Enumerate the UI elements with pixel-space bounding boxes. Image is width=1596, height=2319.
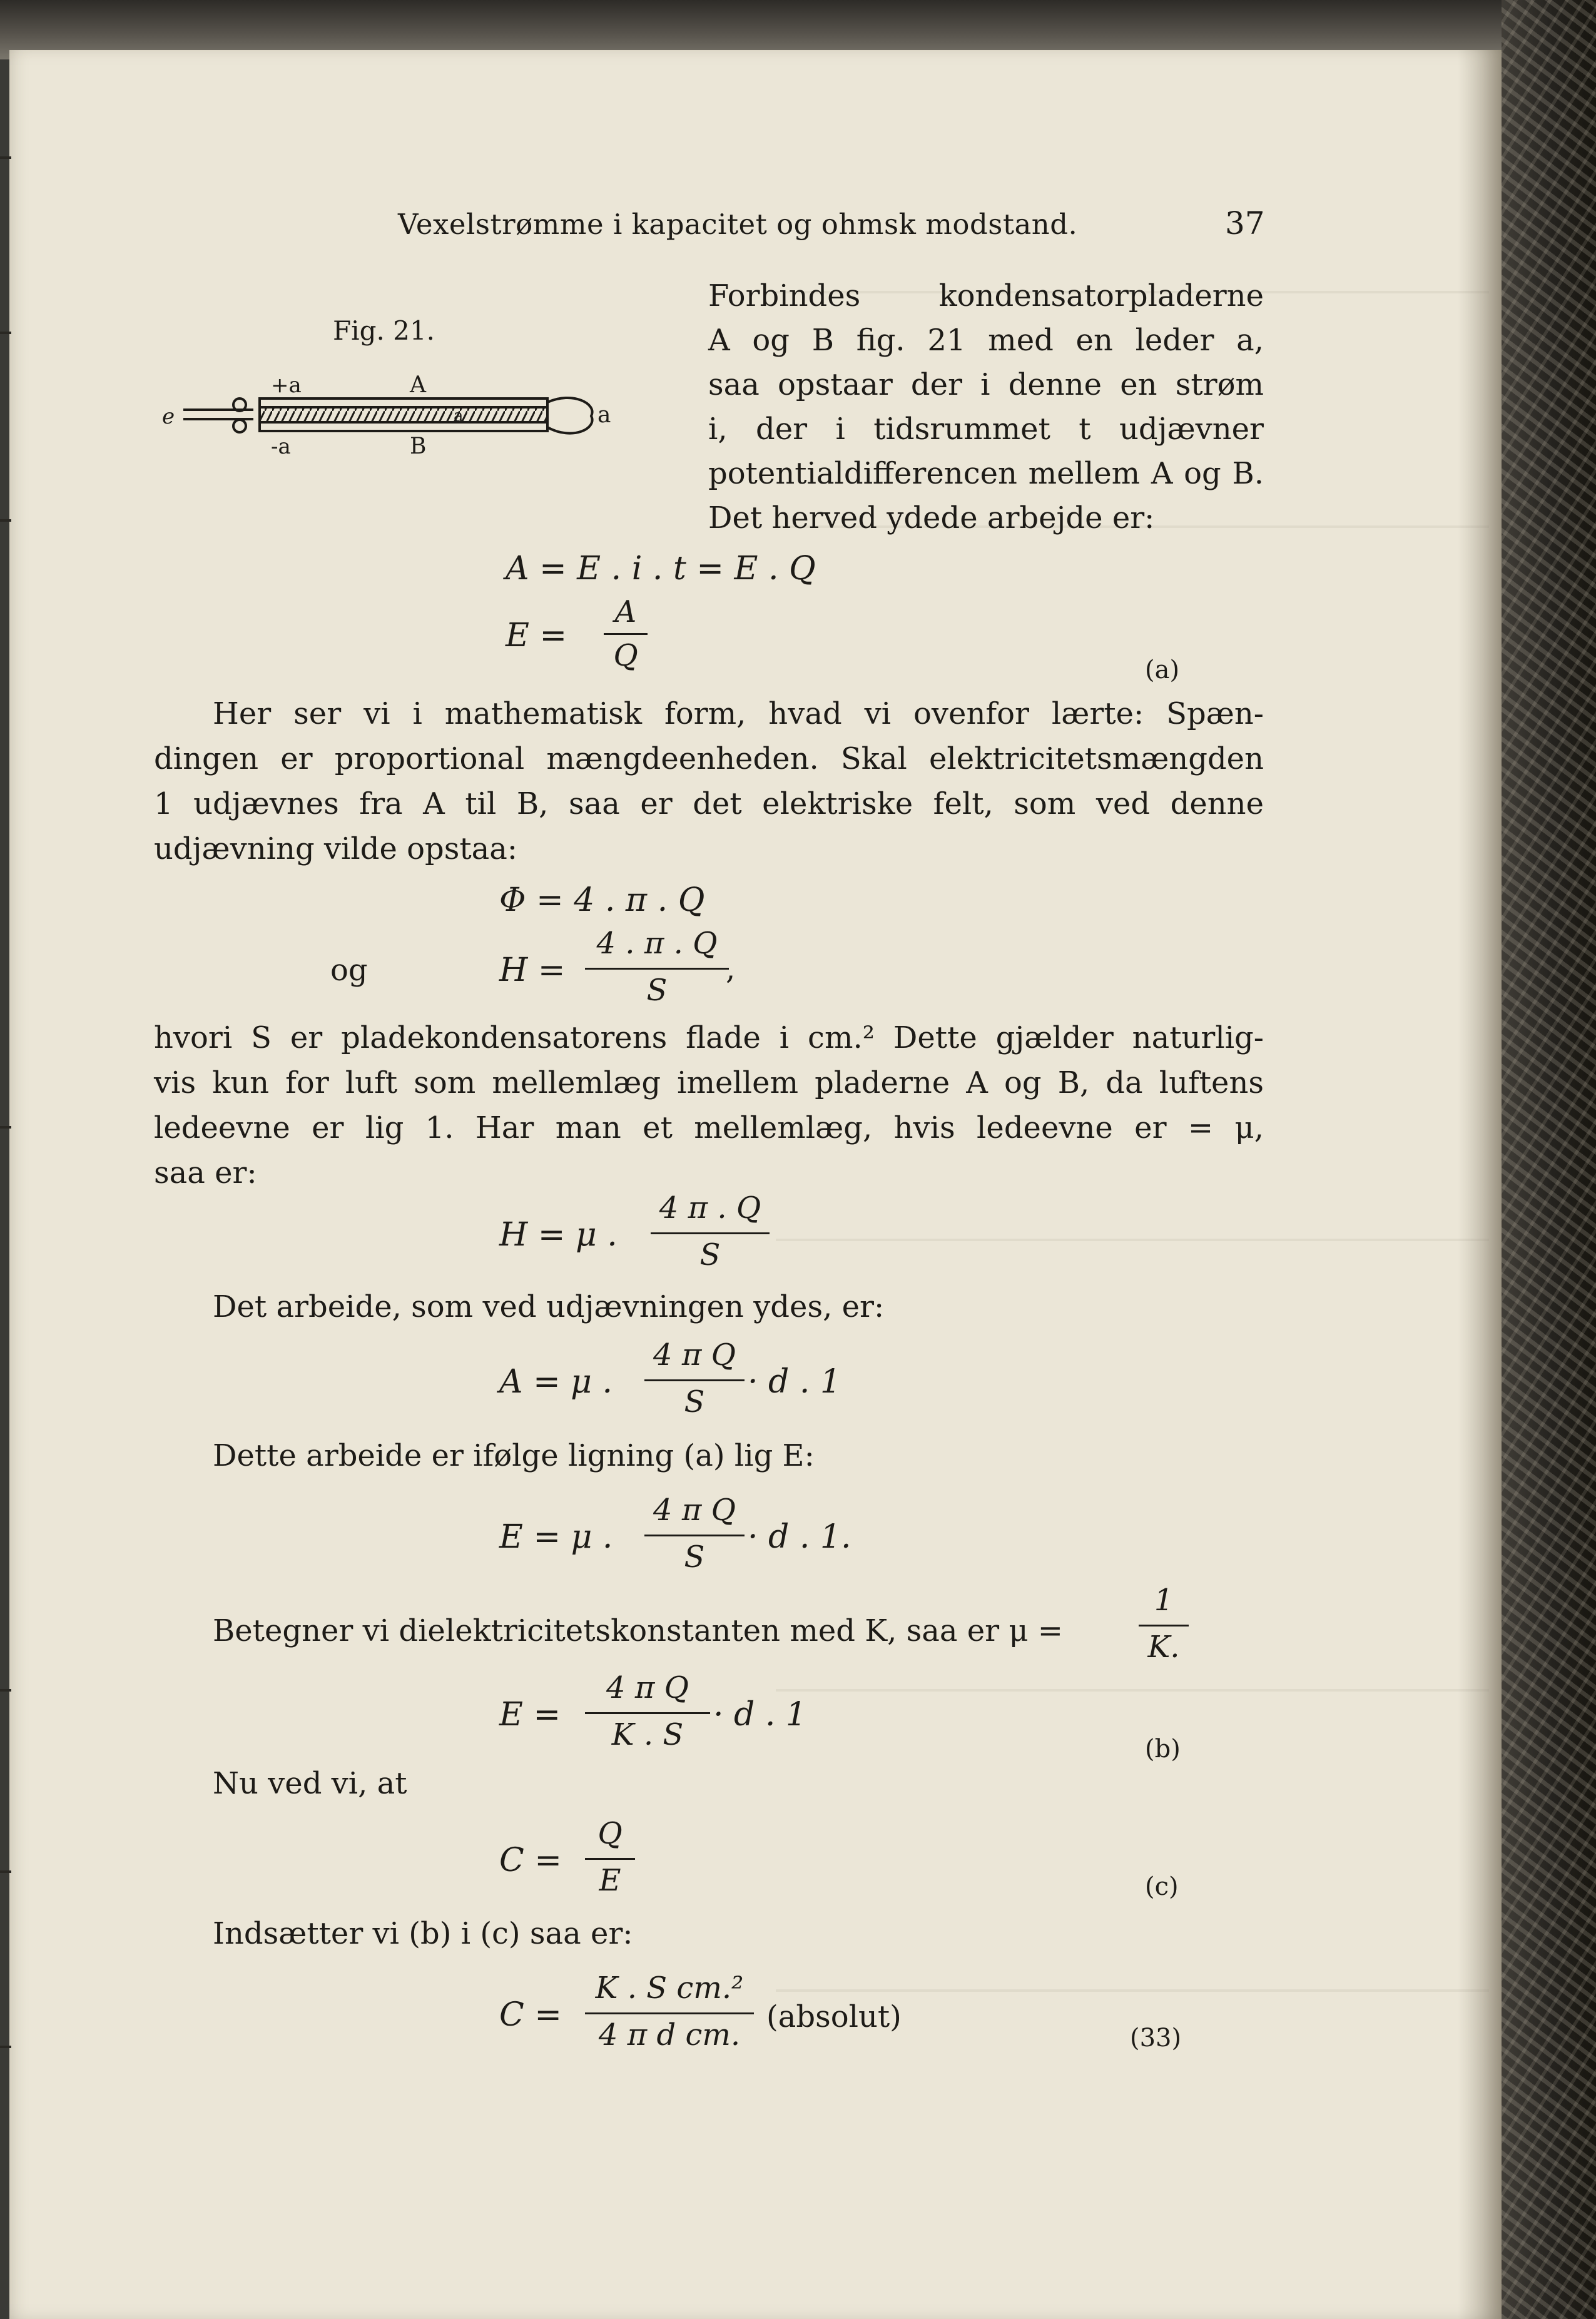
fraction-numerator: Q xyxy=(597,1816,623,1851)
equation-lhs: A = μ . xyxy=(499,1363,613,1401)
equation-label: (b) xyxy=(1145,1735,1181,1763)
fraction-numerator: K . S cm.² xyxy=(595,1971,744,2006)
capacitor-figure xyxy=(160,366,629,466)
label-A: A xyxy=(410,372,426,398)
equation-trail: · d . 1 xyxy=(748,1363,841,1401)
label-minus-a: -a xyxy=(271,434,291,459)
label-a-right: a xyxy=(597,402,611,428)
equation-lhs: E = μ . xyxy=(499,1518,613,1556)
margin-tick xyxy=(0,1870,11,1873)
margin-tick xyxy=(0,2046,11,2048)
text-line: potentialdifferencen mellem A og B. xyxy=(708,456,1264,491)
text-line: 1 udjævnes fra A til B, saa er det elektriske felt, som ved denne xyxy=(154,786,1264,821)
text-line: Indsætter vi (b) i (c) saa er: xyxy=(213,1916,633,1951)
text-line: Dette arbeide er ifølge ligning (a) lig E: xyxy=(213,1438,815,1473)
fraction-numerator: 4 π Q xyxy=(653,1337,736,1373)
label-a-inner: a xyxy=(454,407,464,425)
equation-trail: (absolut) xyxy=(766,1999,902,2034)
fraction-denominator: K. xyxy=(1147,1630,1180,1665)
page-number: 37 xyxy=(1225,205,1265,241)
label-e: e xyxy=(162,404,175,429)
text-line: hvori S er pladekondensatorens flade i cm.² Dette gjælder naturlig- xyxy=(154,1020,1264,1055)
text-line: Forbindes kondensatorpladerne xyxy=(708,278,1264,313)
plate-A xyxy=(260,398,547,407)
label-plus-a: +a xyxy=(271,373,302,398)
fraction-denominator: 4 π d cm. xyxy=(598,2017,741,2053)
connecting-lead-a xyxy=(547,398,592,434)
fraction-numerator: 1 xyxy=(1154,1583,1174,1618)
fraction-numerator: 4 π . Q xyxy=(659,1190,761,1225)
label-B: B xyxy=(410,434,427,459)
equation-lhs: C = xyxy=(499,1996,562,2034)
text-line: saa opstaar der i denne en strøm xyxy=(708,367,1264,402)
equation-lhs: C = xyxy=(499,1842,562,1879)
equation-lhs: H = μ . xyxy=(499,1216,618,1254)
equation-lhs: E = xyxy=(506,617,567,654)
book-binding xyxy=(1502,0,1596,2319)
fraction-bar xyxy=(1139,1625,1189,1626)
equation-label: (33) xyxy=(1130,2024,1182,2053)
fraction-numerator: 4 . π . Q xyxy=(596,926,718,961)
text-line: udjævning vilde opstaa: xyxy=(154,831,518,866)
fraction-bar xyxy=(585,1712,710,1714)
plate-B xyxy=(260,422,547,431)
margin-tick xyxy=(0,519,11,522)
text-og: og xyxy=(330,953,368,988)
equation-trail: · d . 1 xyxy=(713,1696,807,1733)
text-line: dingen er proportional mængdeenheden. Skal elektricitetsmængden xyxy=(154,741,1264,776)
terminal-bottom xyxy=(233,420,246,432)
capacitor-diagram xyxy=(183,398,592,434)
margin-tick xyxy=(0,1689,11,1692)
figure-caption: Fig. 21. xyxy=(333,315,435,346)
show-through-line xyxy=(776,1689,1489,1692)
text-line: Det herved ydede arbejde er: xyxy=(708,500,1155,535)
running-title: Vexelstrømme i kapacitet og ohmsk modstand. xyxy=(398,208,1078,241)
fraction-numerator: A xyxy=(614,594,637,629)
fraction-bar xyxy=(651,1232,770,1234)
text-line: saa er: xyxy=(154,1155,257,1190)
fraction-bar xyxy=(585,2012,754,2014)
margin-tick xyxy=(0,332,11,334)
equation-lhs: E = xyxy=(499,1696,561,1733)
fraction-denominator: S xyxy=(646,973,668,1008)
text-line: Nu ved vi, at xyxy=(213,1766,407,1801)
fraction-denominator: S xyxy=(684,1540,705,1575)
text-line: A og B fig. 21 med en leder a, xyxy=(708,323,1264,358)
fraction-bar xyxy=(585,968,729,970)
fraction-denominator: K . S xyxy=(611,1717,684,1752)
fraction-bar xyxy=(644,1535,745,1536)
show-through-line xyxy=(776,1239,1489,1241)
equation-trail: · d . 1. xyxy=(748,1518,851,1556)
text-line: Her ser vi i mathematisk form, hvad vi ovenfor lærte: Spæn- xyxy=(213,696,1264,731)
text-line: Det arbeide, som ved udjævningen ydes, er: xyxy=(213,1289,885,1324)
margin-tick xyxy=(0,156,11,159)
margin-tick xyxy=(0,1126,11,1129)
fraction-denominator: E xyxy=(599,1863,621,1898)
equation-work: A = E . i . t = E . Q xyxy=(506,550,816,587)
show-through-line xyxy=(776,1989,1489,1992)
fraction-denominator: S xyxy=(684,1384,705,1419)
fraction-denominator: Q xyxy=(613,638,638,673)
text-line: Betegner vi dielektricitetskonstanten med K, saa er μ = xyxy=(213,1613,1064,1648)
page-gutter-shadow xyxy=(1458,50,1502,2319)
text-line: vis kun for luft som mellemlæg imellem pladerne A og B, da luftens xyxy=(154,1065,1264,1100)
fraction-bar xyxy=(644,1379,745,1381)
equation-flux: Φ = 4 . π . Q xyxy=(499,881,705,919)
text-line: i, der i tidsrummet t udjævner xyxy=(708,412,1264,447)
equation-lhs: H = xyxy=(499,951,566,989)
fraction-numerator: 4 π Q xyxy=(653,1493,736,1528)
equation-trail: , xyxy=(726,951,736,987)
text-line: ledeevne er lig 1. Har man et mellemlæg, hvis ledeevne er = μ, xyxy=(154,1110,1264,1145)
fraction-numerator: 4 π Q xyxy=(606,1670,689,1705)
equation-label: (c) xyxy=(1145,1872,1179,1901)
equation-label: (a) xyxy=(1145,656,1180,684)
fraction-denominator: S xyxy=(699,1237,721,1272)
dielectric-hatch xyxy=(260,407,547,422)
fraction-bar xyxy=(585,1858,635,1860)
fraction-bar xyxy=(604,633,648,635)
